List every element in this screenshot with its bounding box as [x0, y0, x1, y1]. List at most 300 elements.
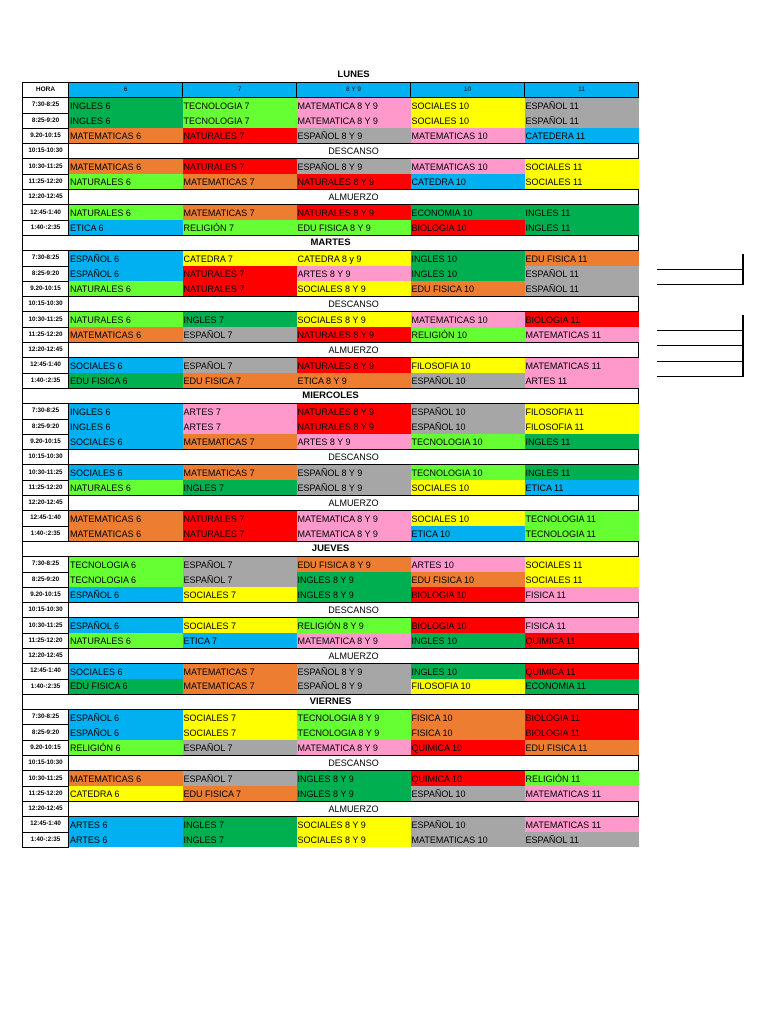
schedule-row [23, 373, 639, 388]
class-cell: SOCIALES 7 [183, 710, 297, 725]
time-slot: 10:30-11:25 [23, 465, 69, 480]
class-cell: MATEMATICAS 11 [525, 817, 639, 832]
schedule-row [23, 771, 639, 786]
class-cell: ESPAÑOL 10 [411, 373, 525, 388]
schedule-row [23, 113, 639, 128]
class-cell: EDU FISICA 10 [411, 572, 525, 587]
class-cell: NATURALES 8 Y 9 [297, 327, 411, 342]
time-slot: 12:20-12:45 [23, 496, 69, 511]
class-cell: NATURALES 7 [183, 511, 297, 526]
schedule-row [23, 633, 639, 648]
class-cell: TECNOLOGIA 11 [525, 526, 639, 541]
class-cell: INGLES 6 [69, 98, 183, 113]
class-cell: SOCIALES 11 [525, 174, 639, 189]
class-cell: ESPAÑOL 11 [525, 98, 639, 113]
schedule-row [23, 174, 639, 189]
class-cell: ECONOMIA 10 [411, 205, 525, 220]
time-slot: 8:25-9:20 [23, 113, 69, 128]
class-cell: ESPAÑOL 11 [525, 266, 639, 281]
class-cell: SOCIALES 10 [411, 511, 525, 526]
class-cell: ARTES 7 [183, 419, 297, 434]
class-cell: MATEMATICAS 7 [183, 205, 297, 220]
hora-header: HORA [23, 83, 69, 98]
day-header-row [23, 235, 639, 250]
schedule-row [23, 572, 639, 587]
class-cell: SOCIALES 7 [183, 725, 297, 740]
class-cell: INGLES 11 [525, 220, 639, 235]
class-cell: BIOLOGIA 11 [525, 312, 639, 327]
time-slot: 7:30-8:25 [23, 251, 69, 266]
class-cell: EDU FISICA 6 [69, 679, 183, 694]
break-row [23, 756, 639, 771]
class-cell: ARTES 11 [525, 373, 639, 388]
class-cell: QUIMICA 11 [525, 633, 639, 648]
class-cell: SOCIALES 6 [69, 664, 183, 679]
class-cell: ESPAÑOL 7 [183, 327, 297, 342]
class-cell: FISICA 10 [411, 710, 525, 725]
class-cell: ESPAÑOL 10 [411, 786, 525, 801]
class-cell: EDU FISICA 8 Y 9 [297, 557, 411, 572]
class-cell: ESPAÑOL 8 Y 9 [297, 480, 411, 495]
grade-header-8-9: 8 Y 9 [297, 83, 411, 98]
side-border-line [742, 315, 744, 377]
class-cell: TECNOLOGIA 8 Y 9 [297, 710, 411, 725]
class-cell: ESPAÑOL 11 [525, 281, 639, 296]
time-slot: 11:25-12:20 [23, 786, 69, 801]
lunch-label: ALMUERZO [69, 190, 639, 205]
class-cell: ETICA 10 [411, 526, 525, 541]
schedule-row [23, 327, 639, 342]
time-slot: 1:40-:2:35 [23, 526, 69, 541]
class-cell: BIOLOGIA 10 [411, 587, 525, 602]
day-title-martes: MARTES [23, 235, 639, 250]
class-cell: ESPAÑOL 8 Y 9 [297, 679, 411, 694]
class-cell: NATURALES 7 [183, 266, 297, 281]
time-slot: 10:15-10:30 [23, 756, 69, 771]
break-row [23, 496, 639, 511]
class-cell: ESPAÑOL 8 Y 9 [297, 128, 411, 143]
class-cell: INGLES 7 [183, 817, 297, 832]
class-cell: MATEMATICA 8 Y 9 [297, 113, 411, 128]
side-border-line [657, 361, 743, 362]
side-border-line [657, 269, 743, 270]
class-cell: RELIGIÓN 10 [411, 327, 525, 342]
time-slot: 12:45-1:40 [23, 511, 69, 526]
class-cell: SOCIALES 11 [525, 572, 639, 587]
schedule-row [23, 312, 639, 327]
class-cell: SOCIALES 7 [183, 618, 297, 633]
break-row [23, 450, 639, 465]
time-slot: 9.20-10:15 [23, 740, 69, 755]
class-cell: MATEMATICAS 10 [411, 832, 525, 847]
time-slot: 9.20-10:15 [23, 434, 69, 449]
time-slot: 12:20-12:45 [23, 343, 69, 358]
class-cell: ESPAÑOL 7 [183, 572, 297, 587]
time-slot: 9.20-10:15 [23, 587, 69, 602]
time-slot: 12:20-12:45 [23, 648, 69, 663]
class-cell: TECNOLOGIA 11 [525, 511, 639, 526]
class-cell: SOCIALES 6 [69, 434, 183, 449]
class-cell: ARTES 8 Y 9 [297, 266, 411, 281]
schedule-row [23, 404, 639, 419]
time-slot: 11:25-12:20 [23, 327, 69, 342]
class-cell: MATEMATICA 8 Y 9 [297, 98, 411, 113]
break-label: DESCANSO [69, 144, 639, 159]
class-cell: SOCIALES 11 [525, 557, 639, 572]
class-cell: BIOLOGIA 11 [525, 710, 639, 725]
class-cell: EDU FISICA 7 [183, 373, 297, 388]
class-cell: ESPAÑOL 11 [525, 113, 639, 128]
class-cell: EDU FISICA 11 [525, 251, 639, 266]
class-cell: FILOSOFIA 10 [411, 358, 525, 373]
class-cell: BIOLOGIA 11 [525, 725, 639, 740]
class-cell: ARTES 10 [411, 557, 525, 572]
time-slot: 12:45-1:40 [23, 664, 69, 679]
class-cell: ESPAÑOL 6 [69, 251, 183, 266]
class-cell: ESPAÑOL 8 Y 9 [297, 465, 411, 480]
class-cell: INGLES 6 [69, 419, 183, 434]
lunch-label: ALMUERZO [69, 343, 639, 358]
schedule-row [23, 251, 639, 266]
class-cell: TECNOLOGIA 7 [183, 113, 297, 128]
class-cell: TECNOLOGIA 10 [411, 465, 525, 480]
break-row [23, 144, 639, 159]
class-cell: TECNOLOGIA 7 [183, 98, 297, 113]
schedule-row [23, 740, 639, 755]
lunch-label: ALMUERZO [69, 801, 639, 816]
class-cell: NATURALES 6 [69, 205, 183, 220]
class-cell: MATEMATICAS 6 [69, 128, 183, 143]
schedule-row [23, 419, 639, 434]
class-cell: MATEMATICAS 10 [411, 159, 525, 174]
class-cell: INGLES 10 [411, 633, 525, 648]
class-cell: ARTES 6 [69, 817, 183, 832]
class-cell: EDU FISICA 7 [183, 786, 297, 801]
time-slot: 8:25-9:20 [23, 266, 69, 281]
class-cell: INGLES 11 [525, 205, 639, 220]
break-label: DESCANSO [69, 297, 639, 312]
class-cell: NATURALES 8 Y 9 [297, 404, 411, 419]
class-cell: ECONOMIA 11 [525, 679, 639, 694]
schedule-row [23, 557, 639, 572]
time-slot: 8:25-9:20 [23, 572, 69, 587]
schedule-row [23, 98, 639, 113]
class-cell: MATEMATICAS 6 [69, 327, 183, 342]
time-slot: 12:45-1:40 [23, 205, 69, 220]
class-cell: CATEDRA 6 [69, 786, 183, 801]
class-cell: MATEMATICA 8 Y 9 [297, 740, 411, 755]
schedule-row [23, 526, 639, 541]
class-cell: ESPAÑOL 10 [411, 817, 525, 832]
break-label: DESCANSO [69, 603, 639, 618]
class-cell: MATEMATICA 8 Y 9 [297, 633, 411, 648]
day-header-row [23, 541, 639, 556]
class-cell: NATURALES 6 [69, 312, 183, 327]
day-header-row [23, 388, 639, 403]
column-header-row [23, 83, 639, 98]
lunch-label: ALMUERZO [69, 648, 639, 663]
schedule-sheet [22, 68, 638, 848]
class-cell: MATEMATICA 8 Y 9 [297, 511, 411, 526]
class-cell: FISICA 11 [525, 618, 639, 633]
break-row [23, 801, 639, 816]
class-cell: MATEMATICAS 6 [69, 511, 183, 526]
class-cell: BIOLOGIA 10 [411, 618, 525, 633]
class-cell: FILOSOFIA 10 [411, 679, 525, 694]
class-cell: SOCIALES 10 [411, 98, 525, 113]
break-label: DESCANSO [69, 450, 639, 465]
time-slot: 12:20-12:45 [23, 190, 69, 205]
title-spacer [23, 68, 69, 83]
class-cell: EDU FISICA 8 Y 9 [297, 220, 411, 235]
schedule-row [23, 128, 639, 143]
time-slot: 7:30-8:25 [23, 404, 69, 419]
break-row [23, 343, 639, 358]
class-cell: ESPAÑOL 7 [183, 358, 297, 373]
class-cell: SOCIALES 7 [183, 587, 297, 602]
day-header-row [23, 694, 639, 709]
class-cell: MATEMATICAS 10 [411, 128, 525, 143]
class-cell: ESPAÑOL 6 [69, 587, 183, 602]
class-cell: ESPAÑOL 8 Y 9 [297, 159, 411, 174]
time-slot: 12:45-1:40 [23, 358, 69, 373]
class-cell: NATURALES 6 [69, 174, 183, 189]
schedule-row [23, 679, 639, 694]
class-cell: MATEMATICAS 6 [69, 771, 183, 786]
time-slot: 1:40-:2:35 [23, 679, 69, 694]
day-title-viernes: VIERNES [23, 694, 639, 709]
class-cell: ETICA 8 Y 9 [297, 373, 411, 388]
time-slot: 12:45-1:40 [23, 817, 69, 832]
class-cell: CATEDRA 7 [183, 251, 297, 266]
grade-header-7: 7 [183, 83, 297, 98]
time-slot: 1:40-:2:35 [23, 832, 69, 847]
class-cell: INGLES 6 [69, 113, 183, 128]
class-cell: TECNOLOGIA 6 [69, 572, 183, 587]
time-slot: 10:15-10:30 [23, 144, 69, 159]
class-cell: ARTES 8 Y 9 [297, 434, 411, 449]
class-cell: CATEDRA 8 y 9 [297, 251, 411, 266]
schedule-row [23, 832, 639, 847]
class-cell: MATEMATICAS 7 [183, 664, 297, 679]
class-cell: ESPAÑOL 6 [69, 618, 183, 633]
class-cell: NATURALES 8 Y 9 [297, 358, 411, 373]
class-cell: ETICA 11 [525, 480, 639, 495]
class-cell: ETICA 7 [183, 633, 297, 648]
class-cell: RELIGIÓN 7 [183, 220, 297, 235]
class-cell: MATEMATICAS 6 [69, 526, 183, 541]
schedule-row [23, 220, 639, 235]
class-cell: SOCIALES 8 Y 9 [297, 832, 411, 847]
class-cell: ETICA 6 [69, 220, 183, 235]
class-cell: FISICA 11 [525, 587, 639, 602]
time-slot: 7:30-8:25 [23, 98, 69, 113]
class-cell: ESPAÑOL 10 [411, 419, 525, 434]
class-cell: INGLES 7 [183, 480, 297, 495]
class-cell: SOCIALES 6 [69, 358, 183, 373]
class-cell: INGLES 8 Y 9 [297, 771, 411, 786]
time-slot: 11:25-12:20 [23, 633, 69, 648]
class-cell: MATEMATICAS 7 [183, 679, 297, 694]
time-slot: 7:30-8:25 [23, 557, 69, 572]
class-cell: SOCIALES 10 [411, 480, 525, 495]
class-cell: QUIMICA 10 [411, 740, 525, 755]
class-cell: RELIGIÓN 6 [69, 740, 183, 755]
class-cell: ESPAÑOL 6 [69, 266, 183, 281]
class-cell: NATURALES 6 [69, 633, 183, 648]
class-cell: INGLES 8 Y 9 [297, 786, 411, 801]
lunch-label: ALMUERZO [69, 496, 639, 511]
class-cell: MATEMATICAS 7 [183, 434, 297, 449]
class-cell: NATURALES 8 Y 9 [297, 419, 411, 434]
schedule-row [23, 817, 639, 832]
class-cell: EDU FISICA 11 [525, 740, 639, 755]
class-cell: INGLES 11 [525, 434, 639, 449]
class-cell: ESPAÑOL 10 [411, 404, 525, 419]
class-cell: ESPAÑOL 7 [183, 557, 297, 572]
class-cell: SOCIALES 8 Y 9 [297, 312, 411, 327]
time-slot: 12:20-12:45 [23, 801, 69, 816]
class-cell: ESPAÑOL 11 [525, 832, 639, 847]
class-cell: INGLES 8 Y 9 [297, 587, 411, 602]
class-cell: TECNOLOGIA 8 Y 9 [297, 725, 411, 740]
schedule-row [23, 266, 639, 281]
time-slot: 10:30-11:25 [23, 771, 69, 786]
class-cell: MATEMATICAS 11 [525, 327, 639, 342]
time-slot: 9.20-10:15 [23, 128, 69, 143]
break-row [23, 297, 639, 312]
schedule-row [23, 786, 639, 801]
break-row [23, 603, 639, 618]
time-slot: 10:30-11:25 [23, 159, 69, 174]
time-slot: 9.20-10:15 [23, 281, 69, 296]
class-cell: RELIGIÓN 11 [525, 771, 639, 786]
class-cell: FILOSOFIA 11 [525, 419, 639, 434]
class-cell: TECNOLOGIA 10 [411, 434, 525, 449]
schedule-row [23, 511, 639, 526]
time-slot: 1:40-:2:35 [23, 373, 69, 388]
time-slot: 10:30-11:25 [23, 312, 69, 327]
side-border-line [657, 345, 743, 346]
class-cell: MATEMATICAS 10 [411, 312, 525, 327]
schedule-row [23, 587, 639, 602]
class-cell: NATURALES 8 Y 9 [297, 205, 411, 220]
schedule-row [23, 725, 639, 740]
class-cell: CATEDERA 11 [525, 128, 639, 143]
schedule-row [23, 710, 639, 725]
class-cell: TECNOLOGIA 6 [69, 557, 183, 572]
time-slot: 11:25-12:20 [23, 480, 69, 495]
schedule-row [23, 434, 639, 449]
day-title-lunes: LUNES [69, 68, 639, 83]
class-cell: ESPAÑOL 7 [183, 771, 297, 786]
schedule-row [23, 159, 639, 174]
class-cell: CATEDRA 10 [411, 174, 525, 189]
class-cell: ESPAÑOL 6 [69, 725, 183, 740]
day-title-miercoles: MIERCOLES [23, 388, 639, 403]
schedule-row [23, 281, 639, 296]
class-cell: RELIGIÓN 8 Y 9 [297, 618, 411, 633]
class-cell: NATURALES 6 [69, 480, 183, 495]
class-cell: INGLES 7 [183, 312, 297, 327]
class-cell: INGLES 10 [411, 251, 525, 266]
time-slot: 8:25-9:20 [23, 725, 69, 740]
class-cell: MATEMATICAS 6 [69, 159, 183, 174]
class-cell: INGLES 11 [525, 465, 639, 480]
class-cell: SOCIALES 6 [69, 465, 183, 480]
time-slot: 10:15-10:30 [23, 297, 69, 312]
side-border-line [657, 330, 743, 331]
time-slot: 7:30-8:25 [23, 710, 69, 725]
side-border-line [657, 284, 743, 285]
class-cell: SOCIALES 11 [525, 159, 639, 174]
class-cell: MATEMATICAS 11 [525, 358, 639, 373]
grade-header-6: 6 [69, 83, 183, 98]
class-cell: NATURALES 7 [183, 128, 297, 143]
class-cell: MATEMATICAS 7 [183, 465, 297, 480]
grade-header-10: 10 [411, 83, 525, 98]
title-row [23, 68, 639, 83]
break-row [23, 648, 639, 663]
schedule-row [23, 664, 639, 679]
class-cell: FILOSOFIA 11 [525, 404, 639, 419]
class-cell: ESPAÑOL 6 [69, 710, 183, 725]
class-cell: ARTES 7 [183, 404, 297, 419]
class-cell: INGLES 10 [411, 266, 525, 281]
class-cell: INGLES 10 [411, 664, 525, 679]
schedule-row [23, 205, 639, 220]
class-cell: MATEMATICAS 7 [183, 174, 297, 189]
break-label: DESCANSO [69, 756, 639, 771]
class-cell: ARTES 6 [69, 832, 183, 847]
time-slot: 1:40-:2:35 [23, 220, 69, 235]
class-cell: NATURALES 8 Y 9 [297, 174, 411, 189]
side-border-line [657, 376, 743, 377]
class-cell: NATURALES 7 [183, 281, 297, 296]
class-cell: QUIMICA 10 [411, 771, 525, 786]
class-cell: ESPAÑOL 7 [183, 740, 297, 755]
schedule-row [23, 358, 639, 373]
class-cell: SOCIALES 10 [411, 113, 525, 128]
schedule-row [23, 618, 639, 633]
time-slot: 10:30-11:25 [23, 618, 69, 633]
schedule-row [23, 480, 639, 495]
class-cell: EDU FISICA 10 [411, 281, 525, 296]
class-cell: SOCIALES 8 Y 9 [297, 817, 411, 832]
schedule-table [22, 68, 639, 848]
class-cell: MATEMATICA 8 Y 9 [297, 526, 411, 541]
class-cell: INGLES 7 [183, 832, 297, 847]
time-slot: 8:25-9:20 [23, 419, 69, 434]
schedule-row [23, 465, 639, 480]
class-cell: BIOLOGIA 10 [411, 220, 525, 235]
day-title-jueves: JUEVES [23, 541, 639, 556]
class-cell: NATURALES 6 [69, 281, 183, 296]
time-slot: 10:15-10:30 [23, 450, 69, 465]
class-cell: INGLES 6 [69, 404, 183, 419]
class-cell: SOCIALES 8 Y 9 [297, 281, 411, 296]
class-cell: ESPAÑOL 8 Y 9 [297, 664, 411, 679]
break-row [23, 190, 639, 205]
class-cell: FISICA 10 [411, 725, 525, 740]
grade-header-11: 11 [525, 83, 639, 98]
class-cell: INGLES 8 Y 9 [297, 572, 411, 587]
time-slot: 10:15-10:30 [23, 603, 69, 618]
class-cell: QUIMICA 11 [525, 664, 639, 679]
class-cell: NATURALES 7 [183, 159, 297, 174]
time-slot: 11:25-12:20 [23, 174, 69, 189]
class-cell: EDU FISICA 6 [69, 373, 183, 388]
